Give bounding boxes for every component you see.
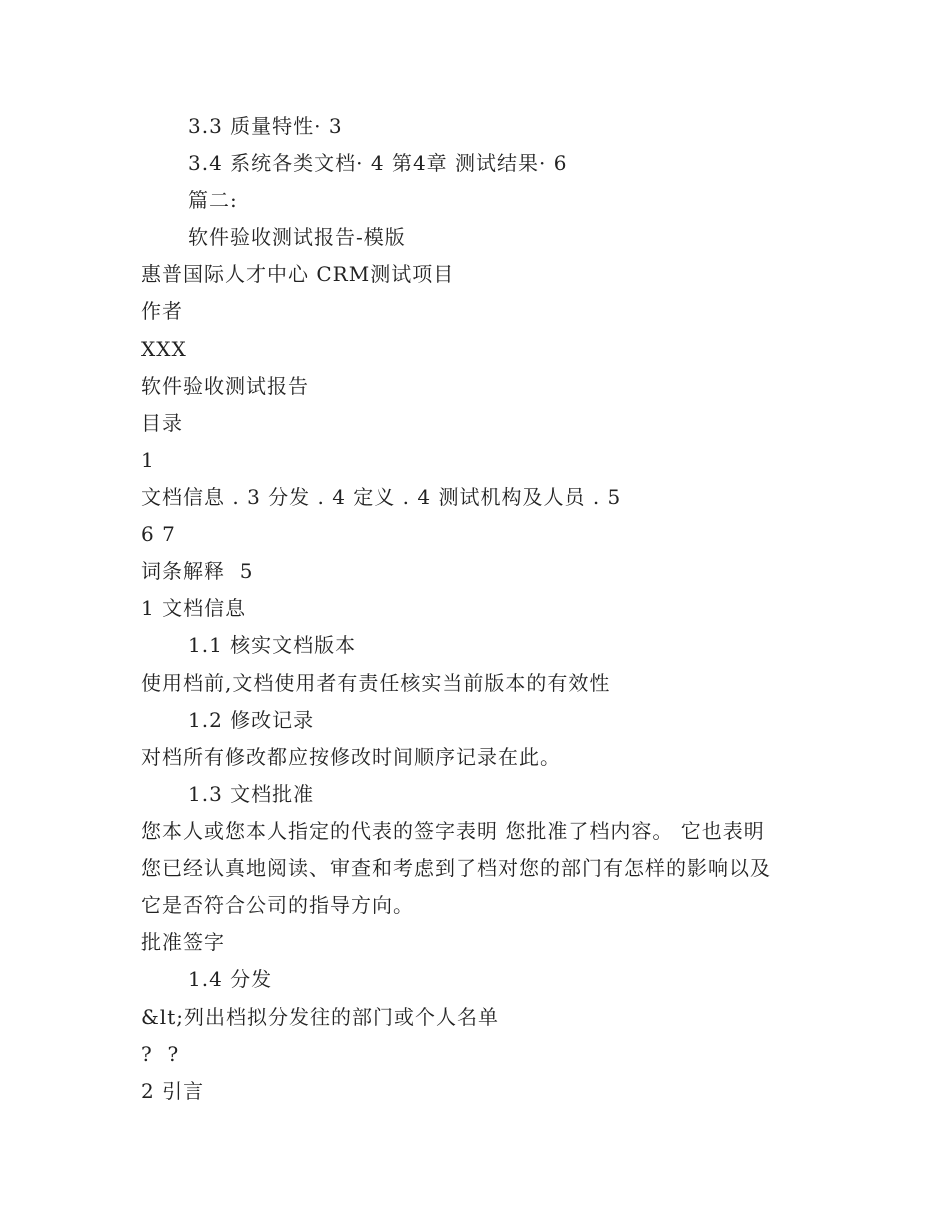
toc-heading: 目录	[141, 411, 183, 435]
placeholder-marks: ? ?	[141, 1042, 180, 1066]
subsection-heading-distribution: 1.4 分发	[188, 967, 273, 991]
paragraph-approval-line-1: 您本人或您本人指定的代表的签字表明 您批准了档内容。 它也表明	[141, 819, 765, 843]
toc-glossary: 词条解释 5	[141, 559, 254, 583]
subsection-heading-approval: 1.3 文档批准	[188, 782, 315, 806]
paragraph-revision-record: 对档所有修改都应按修改时间顺序记录在此。	[141, 745, 561, 769]
section-heading-doc-info: 1 文档信息	[141, 596, 247, 620]
author-name: XXX	[141, 337, 187, 361]
document-title: 软件验收测试报告-模版	[188, 225, 406, 249]
paragraph-approval-line-2: 您已经认真地阅读、审查和考虑到了档对您的部门有怎样的影响以及	[141, 856, 771, 880]
toc-entries: 文档信息 . 3 分发 . 4 定义 . 4 测试机构及人员 . 5	[141, 485, 622, 509]
project-name: 惠普国际人才中心 CRM测试项目	[141, 262, 455, 286]
part-heading: 篇二:	[188, 188, 238, 212]
subsection-heading-revision-record: 1.2 修改记录	[188, 708, 315, 732]
toc-page-numbers: 6 7	[141, 522, 176, 546]
subsection-heading-verify-version: 1.1 核实文档版本	[188, 633, 357, 657]
author-label: 作者	[141, 299, 183, 323]
paragraph-approval-line-3: 它是否符合公司的指导方向。	[141, 893, 414, 917]
toc-entry-quality-characteristics: 3.3 质量特性· 3	[188, 114, 343, 138]
report-title: 软件验收测试报告	[141, 374, 309, 398]
toc-entry-system-documents: 3.4 系统各类文档· 4 第4章 测试结果· 6	[188, 151, 568, 175]
approval-signature-label: 批准签字	[141, 930, 225, 954]
section-heading-introduction: 2 引言	[141, 1079, 205, 1103]
paragraph-verify-version: 使用档前,文档使用者有责任核实当前版本的有效性	[141, 671, 611, 695]
toc-number: 1	[141, 448, 155, 472]
paragraph-distribution: &lt;列出档拟分发往的部门或个人名单	[141, 1005, 499, 1029]
